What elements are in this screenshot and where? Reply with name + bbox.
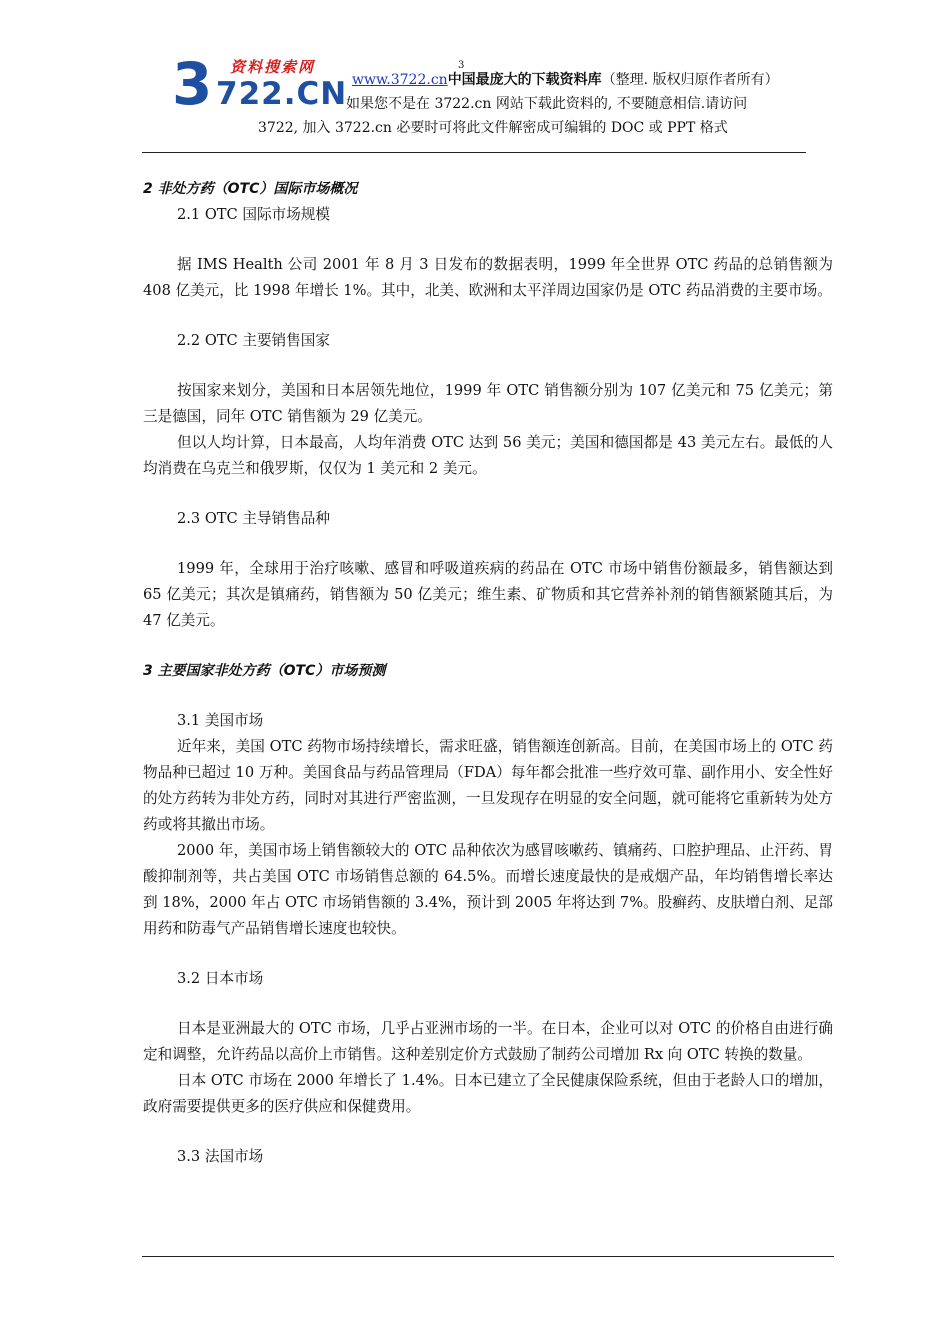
logo-text: 722.CN xyxy=(216,76,348,112)
header-tagline: 中国最庞大的下载资料库 xyxy=(447,72,602,88)
subsection-heading: 3.3 法国市场 xyxy=(177,1148,264,1165)
paragraph: 据 IMS Health 公司 2001 年 8 月 3 日发布的数据表明，1999 年全世界 OTC 药品的总销售额为 408 亿美元，比 1998 年增长 1%。其中，北美、欧洲和太平洋周边国家仍是 OTC 药品消费的主要市场。 xyxy=(143,256,833,299)
header-divider xyxy=(142,152,806,153)
paragraph: 日本 OTC 市场在 2000 年增长了 1.4%。日本已建立了全民健康保险系统，但由于老龄人口的增加，政府需要提供更多的医疗供应和保健费用。 xyxy=(143,1072,833,1115)
logo-digit: 3 xyxy=(172,50,213,118)
paragraph: 近年来，美国 OTC 药物市场持续增长，需求旺盛，销售额连创新高。目前，在美国市场上的 OTC 药物品种已超过 10 万种。美国食品与药品管理局（FDA）每年都会批准一些疗效可靠、副作用小、安全性好的处方药转为非处方药，同时对其进行严密监测，一旦发现存在明显的安全问题，就可能将它重新转为处方药或将其撤出市场。 xyxy=(143,738,833,833)
paragraph: 日本是亚洲最大的 OTC 市场，几乎占亚洲市场的一半。在日本，企业可以对 OTC 的价格自由进行确定和调整，允许药品以高价上市销售。这种差别定价方式鼓励了制药公司增加 Rx 向 OTC 转换的数量。 xyxy=(143,1020,833,1063)
paragraph: 但以人均计算，日本最高，人均年消费 OTC 达到 56 美元；美国和德国都是 43 美元左右。最低的人均消费在乌克兰和俄罗斯，仅仅为 1 美元和 2 美元。 xyxy=(143,434,833,477)
paragraph: 1999 年，全球用于治疗咳嗽、感冒和呼吸道疾病的药品在 OTC 市场中销售份额最多，销售额达到 65 亿美元；其次是镇痛药，销售额为 50 亿美元；维生素、矿物质和其它营养补剂的销售额紧随其后，为 47 亿美元。 xyxy=(143,560,833,629)
footer-divider xyxy=(142,1256,834,1257)
subsection-heading: 3.1 美国市场 xyxy=(177,712,264,729)
section-heading: 3 主要国家非处方药（OTC）市场预测 xyxy=(143,663,386,679)
site-link[interactable]: www.3722.cn xyxy=(352,72,448,88)
document-body xyxy=(143,176,833,1170)
subsection-heading: 2.1 OTC 国际市场规模 xyxy=(177,206,330,223)
header-line-2: 如果您不是在 3722.cn 网站下载此资料的, 不要随意相信.请访问 xyxy=(346,96,748,112)
subsection-heading: 2.3 OTC 主导销售品种 xyxy=(177,510,330,527)
logo-slogan: 资料搜索网 xyxy=(230,58,316,76)
header-tagline-note: （整理. 版权归原作者所有） xyxy=(601,72,779,88)
header-line-3: 3722, 加入 3722.cn 必要时可将此文件解密成可编辑的 DOC 或 PPT 格式 xyxy=(258,120,728,136)
section-heading: 2 非处方药（OTC）国际市场概况 xyxy=(143,181,358,197)
subsection-heading: 3.2 日本市场 xyxy=(177,970,264,987)
site-logo[interactable] xyxy=(172,50,348,118)
page-number: 3 xyxy=(458,60,465,71)
paragraph: 2000 年，美国市场上销售额较大的 OTC 品种依次为感冒咳嗽药、镇痛药、口腔护理品、止汗药、胃酸抑制剂等，共占美国 OTC 市场销售总额的 64.5%。而增长速度最快的是戒烟产品，年均销售增长率达到 18%，2000 年占 OTC 市场销售额的 3.4%，预计到 2005 年将达到 7%。股癣药、皮肤增白剂、足部用药和防毒气产品销售增长速度也较快。 xyxy=(143,842,833,937)
paragraph: 按国家来划分，美国和日本居领先地位，1999 年 OTC 销售额分别为 107 亿美元和 75 亿美元；第三是德国，同年 OTC 销售额为 29 亿美元。 xyxy=(143,382,833,425)
header-line-1 xyxy=(352,69,779,89)
subsection-heading: 2.2 OTC 主要销售国家 xyxy=(177,332,330,349)
